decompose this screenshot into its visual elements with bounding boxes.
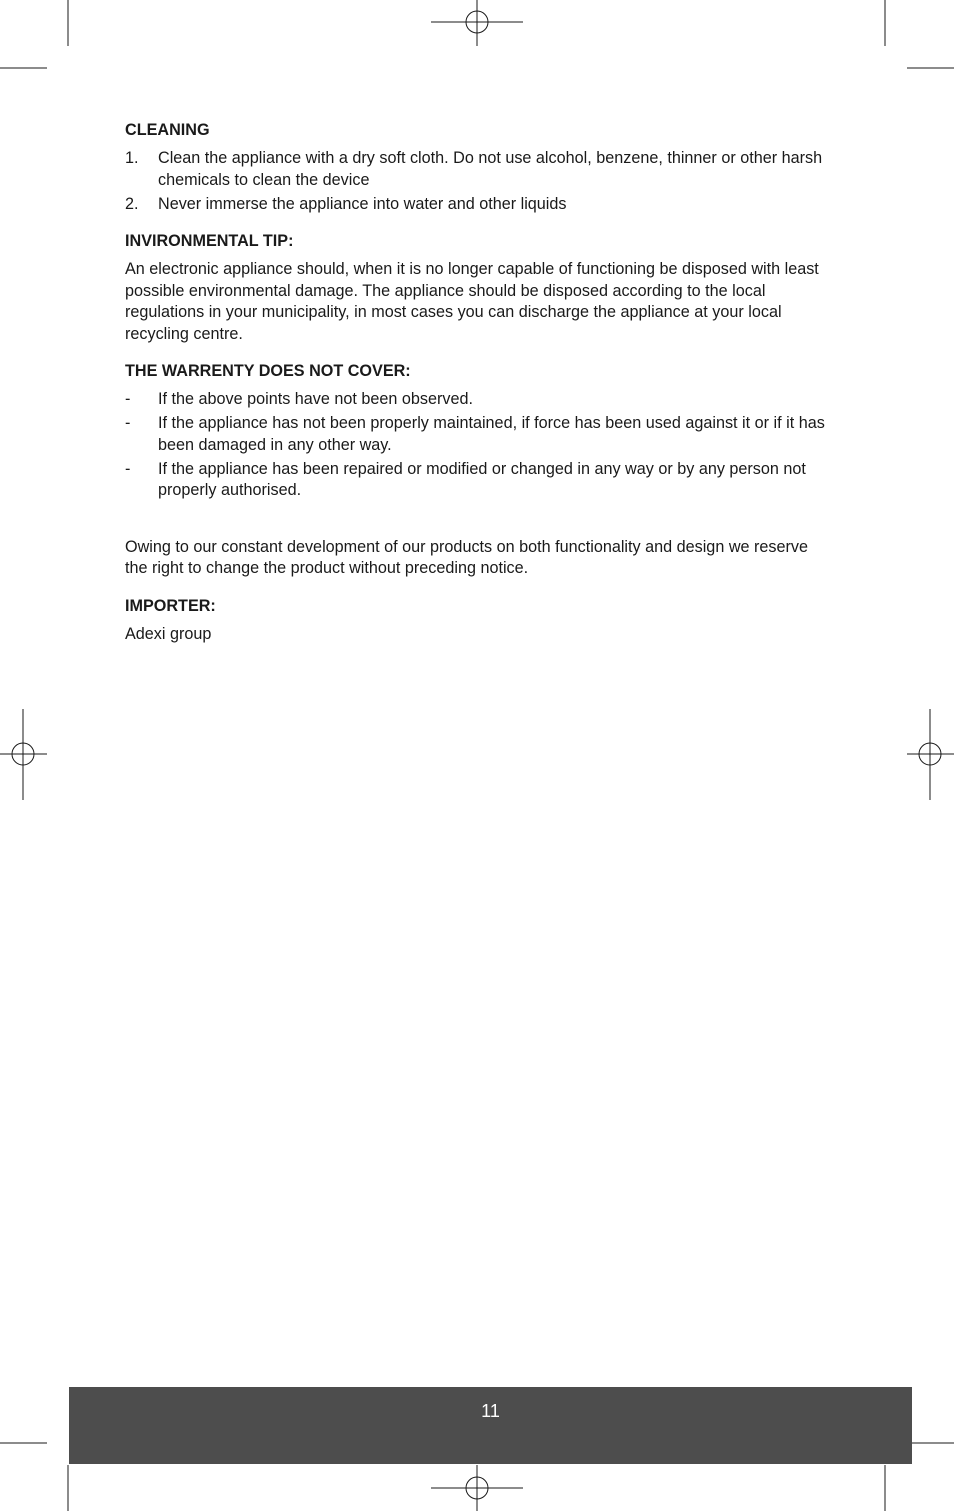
list-item-text: If the above points have not been observed. [158, 390, 473, 408]
footer-bar [69, 1387, 912, 1464]
importer-heading: IMPORTER: [125, 596, 216, 615]
list-item [125, 194, 830, 216]
page-number: 11 [481, 1401, 500, 1421]
warranty-section [125, 359, 830, 502]
cleaning-heading: CLEANING [125, 121, 210, 139]
list-item-text: Clean the appliance with a dry soft cloth. Do not use alcohol, benzene, thinner or other harsh chemicals to clean the device [158, 149, 823, 189]
product-change-notice: Owing to our constant development of our products on both functionality and design we reserve the right to change the product without preceding notice. [125, 537, 808, 577]
list-item [125, 389, 830, 411]
cleaning-section [125, 118, 830, 215]
notice-section [125, 537, 830, 580]
list-item [125, 459, 830, 502]
warranty-list [125, 389, 830, 502]
manual-page-content [125, 118, 830, 645]
list-item-text: Never immerse the appliance into water and other liquids [158, 194, 567, 213]
list-marker: 2. [125, 194, 139, 213]
environment-heading: INVIRONMENTAL TIP: [125, 232, 294, 250]
cleaning-list [125, 148, 830, 215]
warranty-heading: THE WARRENTY DOES NOT COVER: [125, 362, 411, 380]
importer-section [125, 594, 830, 646]
list-item [125, 413, 830, 456]
environment-section [125, 229, 830, 345]
list-marker: - [125, 390, 131, 408]
list-item [125, 148, 830, 191]
list-marker: - [125, 414, 131, 432]
list-item-text: If the appliance has been repaired or modified or changed in any way or by any person not properly authorised. [158, 459, 806, 499]
importer-name: Adexi group [125, 624, 212, 643]
list-marker: 1. [125, 149, 139, 167]
list-item-text: If the appliance has not been properly maintained, if force has been used against it or if it has been damaged in any other way. [158, 414, 825, 454]
list-marker: - [125, 459, 131, 478]
environment-text: An electronic appliance should, when it is no longer capable of functioning be disposed with least possible environmental damage. The appliance should be disposed according to the local regulations in your municipality, in most cases you can discharge the appliance at your local recycling centre. [125, 260, 819, 343]
